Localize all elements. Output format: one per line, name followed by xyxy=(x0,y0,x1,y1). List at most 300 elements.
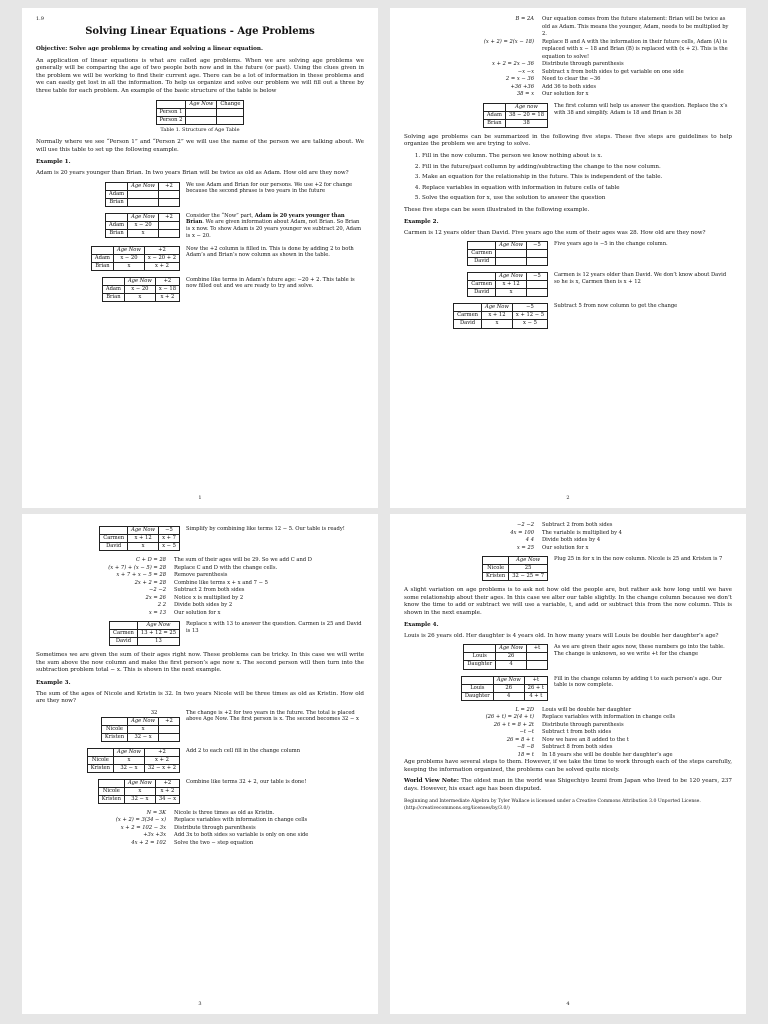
table-header: Age Now xyxy=(128,527,159,535)
table-cell xyxy=(128,190,159,198)
equation-note: Add 3x to both sides so variable is only on one side xyxy=(174,832,309,839)
sum-label: 32 xyxy=(150,709,158,716)
table-cell: 13 xyxy=(137,638,179,646)
table-header: +2 xyxy=(159,182,180,190)
equation-note: Subtract 2 from both sides xyxy=(174,587,245,594)
equation: −2 −2 xyxy=(149,587,166,594)
table-cell: x − 18 xyxy=(155,285,179,293)
step-row xyxy=(36,779,364,804)
page-number: 1 xyxy=(198,495,202,502)
step-note: The first column will help us answer the question. Replace the x’s with 38 and simplify. Adam is 18 and Brian is 38 xyxy=(554,102,728,116)
age-table xyxy=(467,272,548,297)
age-table xyxy=(109,621,180,646)
equation-note: Our solution for x xyxy=(542,91,589,98)
paragraph: Normally where we see “Person 1” and “Person 2” we will use the name of the person we are talking about. We will use this table to set up the following example. xyxy=(36,139,364,153)
table-cell: x − 20 xyxy=(128,221,159,229)
table-header: Age Now xyxy=(113,748,144,756)
equation-note: Replace variables with information in change cells xyxy=(174,817,308,824)
table-header: +2 xyxy=(144,246,179,254)
table-header: Age Now xyxy=(137,622,179,630)
table-header: Age Now xyxy=(113,246,144,254)
table-header: Change xyxy=(217,100,244,108)
equation-row xyxy=(36,602,364,610)
table-header: Age Now xyxy=(496,242,527,250)
equation-note: Nicole is three times as old as Kristin. xyxy=(174,809,275,816)
equation-steps xyxy=(404,522,732,552)
table-header xyxy=(454,304,482,312)
objective: Objective: Solve age problems by creating and solving a linear equation. xyxy=(36,46,263,53)
table-cell xyxy=(159,733,180,741)
age-table xyxy=(102,277,180,302)
table-cell: Brian xyxy=(106,198,128,206)
table-cell: Brian xyxy=(91,262,113,270)
table-header xyxy=(102,277,124,285)
table-cell: Adam xyxy=(483,111,505,119)
table-cell: 32 − x xyxy=(113,764,144,772)
equation-note: In 18 years she will be double her daughter’s age xyxy=(542,751,673,758)
equation: (x + 7) + (x − 5) = 28 xyxy=(108,564,166,571)
equation-note: Subtract x from both sides to get variable on one side xyxy=(542,68,684,75)
table-cell: x + 12 xyxy=(128,535,159,543)
equation: 18 = t xyxy=(517,751,534,758)
age-table xyxy=(98,779,180,804)
table-header xyxy=(468,273,496,281)
table-header: +2 xyxy=(159,717,180,725)
equation-note: Add 36 to both sides xyxy=(542,83,597,90)
age-table xyxy=(101,717,180,742)
table-cell: Louis xyxy=(461,684,493,692)
step-note: Replace x with 13 to answer the question. Carmen is 25 and David is 13 xyxy=(186,621,362,635)
equation: −2 −2 xyxy=(517,522,534,528)
example-title: Example 1. xyxy=(36,159,71,166)
age-table xyxy=(105,213,180,238)
age-table xyxy=(461,676,548,701)
table-header xyxy=(98,779,124,787)
step-note: Add 2 to each cell fill in the change column xyxy=(186,747,301,754)
equation-note: Solve the two − step equation xyxy=(174,839,254,846)
list-item: 5. Solve the equation for x, use the solution to answer the question xyxy=(422,195,732,203)
step-row xyxy=(36,277,364,302)
equation-note: Subtract 8 from both sides xyxy=(542,744,613,751)
list-item: 1. Fill in the now column. The person we know nothing about is x. xyxy=(422,153,732,161)
table-header: +2 xyxy=(144,748,179,756)
table-header: Age Now xyxy=(496,645,527,653)
example-text: The sum of the ages of Nicole and Kristin is 32. In two years Nicole will be three times as old as Kristin. How old are they now? xyxy=(36,690,364,705)
world-view-note xyxy=(404,778,732,793)
equation-row xyxy=(404,737,732,745)
equation-row xyxy=(36,595,364,603)
table-header: Age Now xyxy=(496,273,527,281)
note-text: Consider the “Now” part, xyxy=(186,212,255,219)
note-text: . We are given information about Adam, not Brian. So Brian is x now. To show Adam is 20 years younger we subtract 20, Adam is x − 20. xyxy=(186,219,362,239)
table-cell: 32 − x xyxy=(124,795,155,803)
table-cell: David xyxy=(100,543,128,551)
table-cell: x − 20 xyxy=(124,285,155,293)
age-table xyxy=(453,303,548,328)
table-cell xyxy=(527,661,548,669)
table-cell: 4 + t xyxy=(524,692,547,700)
equation: 4x + 2 = 102 xyxy=(131,839,166,846)
table-cell xyxy=(159,198,180,206)
equation-steps xyxy=(404,707,732,760)
equation: −t −t xyxy=(519,729,534,736)
table-cell: x + 2 xyxy=(155,787,179,795)
intro-paragraph: An application of linear equations is what are called age problems. When we are solving age problems we generally will be comparing the age of two people both now and in the future (or past). Using the clues given in the problem we will be working to find their current age. There can be a lot of information in these problems and we can easily get lost in all the information. To help us organize and solve our problem we will fill out a three by three table for each problem. An example of the basic structure of the table is below xyxy=(36,57,364,94)
age-table xyxy=(463,644,548,669)
table-cell xyxy=(496,258,527,266)
equation-row xyxy=(404,91,732,99)
equation-row xyxy=(404,16,732,39)
equation-row xyxy=(404,714,732,722)
table-cell: Nicole xyxy=(483,565,509,573)
equation-note: Distribute through parenthesis xyxy=(542,721,624,728)
table-cell: x + 2 xyxy=(144,756,179,764)
table-header: Age Now xyxy=(509,557,548,565)
page-4 xyxy=(390,514,746,1014)
table-cell: Carmen xyxy=(110,630,138,638)
step-row xyxy=(404,676,732,701)
equation: (x + 2) = 3(34 − x) xyxy=(115,817,166,824)
equation: N = 3K xyxy=(146,809,166,816)
table-cell: 38 − 20 = 18 xyxy=(505,111,547,119)
step-row xyxy=(36,526,364,551)
equation-note: The variable is multiplied by 4 xyxy=(542,529,622,536)
table-cell: x xyxy=(496,289,527,297)
example-text: Carmen is 12 years older than David. Five years ago the sum of their ages was 28. How old are they now? xyxy=(404,229,706,236)
table-cell: 38 xyxy=(505,119,547,127)
equation: C + D = 28 xyxy=(135,557,166,564)
paragraph: Age problems have several steps to them. However, if we take the time to work through each of the steps carefully, keeping the information organized, the problems can be solved quite nicely. xyxy=(404,759,732,773)
table-cell: 32 − x + 2 xyxy=(144,764,179,772)
equation: +3x +3x xyxy=(143,832,166,839)
page-title: Solving Linear Equations - Age Problems xyxy=(85,25,315,37)
example-title: Example 3. xyxy=(36,679,71,686)
equation-note: Now we have an 8 added to the t xyxy=(542,736,629,743)
equation-note: Divide both sides by 4 xyxy=(542,537,601,544)
age-table xyxy=(87,748,180,773)
table-cell: x xyxy=(128,229,159,237)
paragraph: Sometimes we are given the sum of their ages right now. These problems can be tricky. In this case we will write the sum above the now column and make the first person’s age now x. The second person will then turn into the subtraction problem total − x. This is shown in the next example. xyxy=(36,652,364,674)
equation: −x −x xyxy=(517,68,534,75)
table-cell: David xyxy=(468,289,496,297)
equation-note: Replace C and D with the change cells. xyxy=(174,564,278,571)
equation: L = 2D xyxy=(515,706,534,713)
table-cell: Adam xyxy=(106,221,128,229)
step-note: Combine like terms 32 + 2, our table is done! xyxy=(186,778,307,785)
equation-note: Need to clear the −36 xyxy=(542,76,601,83)
step-row xyxy=(404,556,732,581)
step-note: As we are given their ages now, these numbers go into the table. The change is unknown, so we write +t for the change xyxy=(554,644,725,658)
table-cell xyxy=(527,250,548,258)
table-cell: 26 xyxy=(493,684,524,692)
table-cell: 4 xyxy=(493,692,524,700)
equation-row xyxy=(404,530,732,538)
equation-note: Notice x is multiplied by 2 xyxy=(174,594,244,601)
step-row xyxy=(36,621,364,646)
equation: 4x = 100 xyxy=(510,529,534,536)
table-cell xyxy=(159,229,180,237)
list-item: 2. Fill in the future/past collumn by adding/subtracting the change to the now column. xyxy=(422,164,732,172)
step-row xyxy=(36,213,364,240)
table-cell: x + 7 xyxy=(159,535,180,543)
paragraph: Solving age problems can be summarized in the following five steps. These five steps are guidelines to help organize the problem we are trying to solve. xyxy=(404,133,732,148)
age-table xyxy=(105,182,180,207)
equation-row xyxy=(36,557,364,565)
license-footer: Beginning and Intermediate Algebra by Tyler Wallace is licensed under a Creative Commons Attribution 3.0 Unported License. (http://creativecommons.org/licenses/by/3.0/) xyxy=(404,799,701,811)
table-cell: Brian xyxy=(106,229,128,237)
example-text: Louis is 26 years old. Her daughter is 4 years old. In how many years will Louis be double her daughter’s age? xyxy=(404,632,719,639)
step-note: Plug 25 in for x in the now column. Nicole is 25 and Kristen is 7 xyxy=(554,556,723,563)
table-cell: 25 xyxy=(509,565,548,573)
step-row xyxy=(36,182,364,207)
equation-row xyxy=(404,84,732,92)
section-number: 1.9 xyxy=(36,16,44,22)
table-header: −5 xyxy=(527,273,548,281)
equation-steps xyxy=(36,810,364,848)
age-table xyxy=(483,103,548,128)
table-header xyxy=(100,527,128,535)
equation: 4 4 xyxy=(525,537,534,544)
equation: x = 13 xyxy=(148,609,166,616)
five-steps-list xyxy=(404,153,732,203)
step-note: Now the +2 column is filled in. This is done by adding 2 to both Adam’s and Brian’s now column as shown in the table. xyxy=(186,245,354,259)
equation-row xyxy=(404,76,732,84)
table-cell: x − 5 xyxy=(512,320,547,328)
table-cell: Carmen xyxy=(468,281,496,289)
equation: −8 −8 xyxy=(517,744,534,751)
equation: 26 + t = 8 + 2t xyxy=(493,721,534,728)
equation-note: The sum of their ages will be 29. So we add C and D xyxy=(174,557,312,564)
page-3 xyxy=(22,514,378,1014)
equation-note: Our equation comes from the future statement: Brian will be twice as old as Adam. This means the younger, Adam, needs to be multiplied by 2. xyxy=(542,16,729,38)
table-cell: 4 xyxy=(496,661,527,669)
table-header xyxy=(87,748,113,756)
page-number: 3 xyxy=(198,1001,202,1008)
table-cell xyxy=(159,190,180,198)
equation: 2 = x − 36 xyxy=(505,76,534,83)
equation-row xyxy=(36,810,364,818)
page-number: 2 xyxy=(566,495,570,502)
step-row xyxy=(404,644,732,669)
table-cell: 34 − x xyxy=(155,795,179,803)
equation: 26 = 8 + t xyxy=(506,736,534,743)
equation-note: Replace B and A with the information in their future cells, Adam (A) is replaced with x − 18 and Brian (B) is replaced with (x + 2). This is the equation to solve! xyxy=(542,38,728,60)
equation-note: Replace variables with information in change cells xyxy=(542,714,676,721)
table-cell: Kristen xyxy=(483,573,509,581)
table-header: Age Now xyxy=(124,779,155,787)
page-1 xyxy=(22,8,378,508)
table-cell: 26 xyxy=(496,653,527,661)
example-title: Example 2. xyxy=(404,219,439,226)
equation-row xyxy=(404,522,732,530)
equation-note: Combine like terms x + x and 7 − 5 xyxy=(174,579,268,586)
note-label: World View Note: xyxy=(404,778,459,785)
table-cell: Person 2 xyxy=(156,116,186,124)
table-cell: x xyxy=(113,262,144,270)
table-header: Age Now xyxy=(186,100,217,108)
list-item: 4. Replace variables in equation with information in future cells of table xyxy=(422,185,732,193)
paragraph: A slight variation on age problems is to ask not how old the people are, but rather ask how long until we have some relationship about their ages. In this case we alter our table slightly. In the change column because we don’t know the time to add or subtract we will use a variable, t, and add or subtract this from the now column. This is shown in the next example. xyxy=(404,587,732,616)
table-cell xyxy=(527,653,548,661)
equation: +36 +36 xyxy=(510,83,534,90)
table-header xyxy=(106,213,128,221)
table-cell: x xyxy=(124,787,155,795)
table-cell: Carmen xyxy=(454,312,482,320)
equation-note: Our solution for x xyxy=(542,544,589,551)
table-cell xyxy=(128,198,159,206)
equation-note: Distribute through parenthesis xyxy=(174,824,256,831)
step-row xyxy=(36,710,364,742)
table-cell: Brian xyxy=(102,293,124,301)
equation: (26 + t) = 2(4 + t) xyxy=(485,714,534,721)
step-row xyxy=(36,748,364,773)
equation-row xyxy=(404,752,732,760)
table-cell: 26 + t xyxy=(524,684,547,692)
table-header: +2 xyxy=(155,277,179,285)
age-table-structure xyxy=(156,100,245,125)
table-header xyxy=(464,645,496,653)
table-header xyxy=(110,622,138,630)
step-note: Five years ago is −5 in the change column. xyxy=(554,241,668,248)
equation-steps xyxy=(404,16,732,99)
table-cell: 32 − 25 = 7 xyxy=(509,573,548,581)
equation-row xyxy=(36,840,364,848)
equation: 2x + 2 = 28 xyxy=(134,579,166,586)
table-cell: x xyxy=(481,320,512,328)
equation-note: Distribute through parenthesis xyxy=(542,61,624,68)
table-cell: x + 12 − 5 xyxy=(512,312,547,320)
table-header: Age now xyxy=(505,103,547,111)
table-cell: Nicole xyxy=(101,725,127,733)
age-table xyxy=(99,526,180,551)
table-cell: Nicole xyxy=(87,756,113,764)
equation-row xyxy=(404,69,732,77)
table-cell: Kristen xyxy=(87,764,113,772)
table-header: +t xyxy=(527,645,548,653)
equation: x + 2 = 102 − 3x xyxy=(120,824,166,831)
table-cell: x xyxy=(124,293,155,301)
table-header xyxy=(91,246,113,254)
page-2 xyxy=(390,8,746,508)
equation-row xyxy=(36,565,364,573)
table-caption: Table 1. Structure of Age Table xyxy=(160,126,240,133)
table-cell: Person 1 xyxy=(156,108,186,116)
table-header xyxy=(101,717,127,725)
table-cell xyxy=(159,725,180,733)
equation: x + 2 = 2x − 36 xyxy=(492,61,534,68)
step-row xyxy=(404,272,732,297)
equation-row xyxy=(404,707,732,715)
equation: 2x = 26 xyxy=(145,594,166,601)
equation-note: Subtract 2 from both sides xyxy=(542,522,613,528)
table-cell xyxy=(527,258,548,266)
equation: 38 = x xyxy=(516,91,534,98)
equation-note: Divide both sides by 2 xyxy=(174,602,233,609)
note-bold: Adam is 20 years younger than Brian xyxy=(186,212,345,226)
table-cell: x xyxy=(113,756,144,764)
table-cell: Daughter xyxy=(464,661,496,669)
equation: 2 2 xyxy=(157,602,166,609)
table-header xyxy=(468,242,496,250)
example-title: Example 4. xyxy=(404,622,439,629)
table-header: Age Now xyxy=(493,676,524,684)
equation-note: Louis will be double her daughter xyxy=(542,706,632,713)
equation-row xyxy=(36,587,364,595)
table-header: −5 xyxy=(512,304,547,312)
equation-row xyxy=(404,729,732,737)
example-text: Adam is 20 years younger than Brian. In two years Brian will be twice as old as Adam. How old are they now? xyxy=(36,169,349,176)
step-note: Carmen is 12 years older than David. We don’t know about David so he is x, Carmen then is x + 12 xyxy=(554,272,727,286)
step-note xyxy=(186,213,364,240)
equation-row xyxy=(36,580,364,588)
table-header xyxy=(483,103,505,111)
table-cell: David xyxy=(468,258,496,266)
table-cell: Carmen xyxy=(100,535,128,543)
table-cell: x xyxy=(128,543,159,551)
equation-note: Remove parenthesis xyxy=(174,572,228,579)
step-row xyxy=(404,103,732,128)
table-header xyxy=(461,676,493,684)
table-cell: David xyxy=(110,638,138,646)
table-cell: x + 12 xyxy=(496,281,527,289)
equation-steps xyxy=(36,557,364,617)
equation-row xyxy=(36,825,364,833)
equation-note: Our solution for x xyxy=(174,609,221,616)
step-note: Subtract 5 from now column to get the change xyxy=(554,303,678,310)
equation-row xyxy=(404,61,732,69)
equation-note: Subtract t from both sides xyxy=(542,729,612,736)
step-note: The change is +2 for two years in the future. The total is placed above Age Now. The first person is x. The second becomes 32 − x xyxy=(186,709,359,723)
step-note: Fill in the change column by adding t to each person’s age. Our table is now complete. xyxy=(554,675,722,689)
table-cell: Daughter xyxy=(461,692,493,700)
table-header xyxy=(483,557,509,565)
table-cell: x − 5 xyxy=(159,543,180,551)
table-cell: x + 2 xyxy=(155,293,179,301)
table-cell: x + 12 xyxy=(481,312,512,320)
equation-row xyxy=(36,832,364,840)
equation: x = 25 xyxy=(516,544,534,551)
table-cell: Kristen xyxy=(101,733,127,741)
table-cell xyxy=(527,289,548,297)
table-cell: Adam xyxy=(91,254,113,262)
table-cell xyxy=(496,250,527,258)
equation-row xyxy=(404,537,732,545)
table-cell: x − 20 + 2 xyxy=(144,254,179,262)
note-text: The oldest man in the world was Shigechiyo Izumi from Japan who lived to be 120 years, 237 days. However, his exact age has been disputed. xyxy=(404,778,732,792)
equation: B = 2A xyxy=(515,16,534,22)
table-cell: Adam xyxy=(106,190,128,198)
table-cell: David xyxy=(454,320,482,328)
table-cell: 32 − x xyxy=(128,733,159,741)
equation: (x + 2) = 2(x − 18) xyxy=(483,38,534,45)
table-cell xyxy=(527,281,548,289)
table-header: +t xyxy=(524,676,547,684)
equation-row xyxy=(404,545,732,553)
table-header: +2 xyxy=(159,213,180,221)
table-cell: x + 2 xyxy=(144,262,179,270)
table-header: Age Now xyxy=(481,304,512,312)
table-header: −5 xyxy=(159,527,180,535)
table-header: Age Now xyxy=(128,182,159,190)
equation-row xyxy=(404,744,732,752)
table-header: Age Now xyxy=(128,213,159,221)
table-cell: 13 + 12 = 25 xyxy=(137,630,179,638)
table-header: Age Now xyxy=(128,717,159,725)
table-cell: Carmen xyxy=(468,250,496,258)
table-header: −5 xyxy=(527,242,548,250)
step-row xyxy=(404,303,732,328)
table-cell: x − 20 xyxy=(113,254,144,262)
